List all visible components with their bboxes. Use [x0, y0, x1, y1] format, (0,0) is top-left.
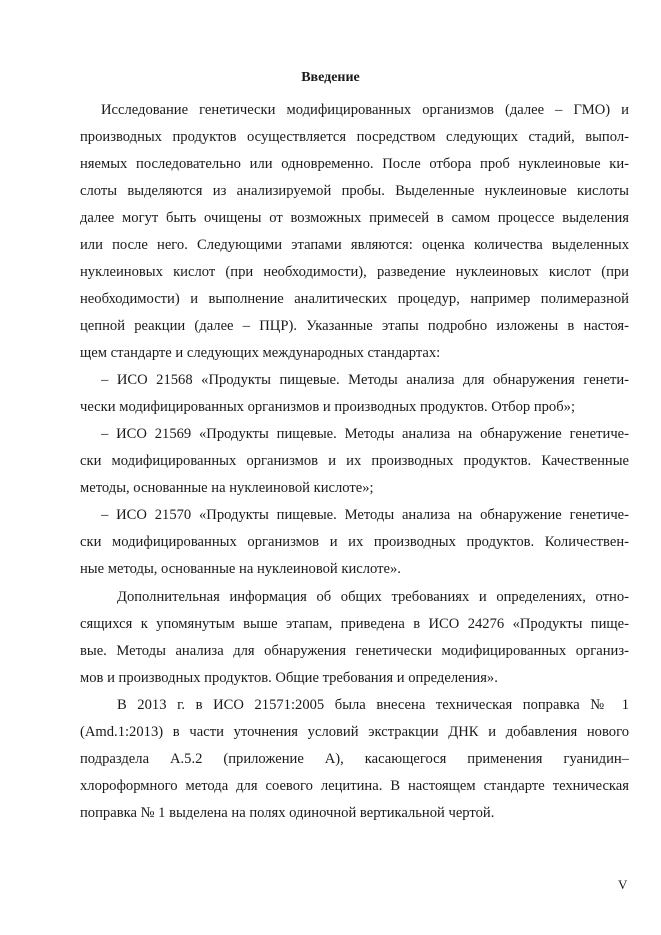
list-item-line: ски модифицированных организмов и их производных продуктов. Количествен- — [80, 534, 629, 550]
list-item-line: методы, основанные на нуклеиновой кислоте»; — [80, 480, 374, 496]
text-line: или после него. Следующими этапами являются: оценка количества выделенных — [80, 237, 629, 253]
text-line: производных продуктов осуществляется посредством следующих стадий, выпол- — [80, 129, 629, 145]
text-line: необходимости) и выполнение аналитических процедур, например полимеразной — [80, 291, 629, 307]
text-line: щем стандарте и следующих международных стандартах: — [80, 345, 441, 361]
text-line: сящихся к упомянутым выше этапам, приведена в ИСО 24276 «Продукты пище- — [80, 616, 629, 632]
list-item-line: – ИСО 21570 «Продукты пищевые. Методы анализа на обнаружение генетиче- — [101, 507, 629, 523]
list-item-line: – ИСО 21569 «Продукты пищевые. Методы анализа на обнаружение генетиче- — [101, 426, 629, 442]
list-item-line: чески модифицированных организмов и производных продуктов. Отбор проб»; — [80, 399, 576, 415]
text-line: вые. Методы анализа для обнаружения генетически модифицированных организ- — [80, 643, 629, 659]
text-line: Дополнительная информация об общих требованиях и определениях, отно- — [117, 589, 629, 605]
page-number: V — [618, 877, 628, 892]
text-line: (Amd.1:2013) в части уточнения условий экстракции ДНК и добавления нового — [80, 724, 629, 740]
text-line: нуклеиновых кислот (при необходимости), разведение нуклеиновых кислот (при — [80, 264, 629, 280]
text-line: Исследование генетически модифицированных организмов (далее – ГМО) и — [101, 102, 629, 118]
list-item-line: ски модифицированных организмов и их производных продуктов. Качественные — [80, 453, 629, 469]
section-heading: Введение — [301, 70, 360, 85]
list-item-line: – ИСО 21568 «Продукты пищевые. Методы анализа для обнаружения генети- — [101, 372, 629, 388]
text-line: няемых последовательно или одновременно. После отбора проб нуклеиновые ки- — [80, 156, 629, 172]
text-line: подраздела А.5.2 (приложение А), касающегося применения гуанидин– — [80, 751, 629, 767]
text-line: слоты выделяются из анализируемой пробы. Выделенные нуклеиновые кислоты — [80, 183, 629, 199]
text-line: мов и производных продуктов. Общие требования и определения». — [80, 670, 498, 686]
list-item-line: ные методы, основанные на нуклеиновой кислоте». — [80, 561, 401, 577]
text-line: цепной реакции (далее – ПЦР). Указанные этапы подробно изложены в настоя- — [80, 318, 629, 334]
text-line: хлороформного метода для соевого лецитина. В настоящем стандарте техническая — [80, 778, 629, 794]
text-line: В 2013 г. в ИСО 21571:2005 была внесена техническая поправка № 1 — [117, 697, 629, 713]
text-line: поправка № 1 выделена на полях одиночной вертикальной чертой. — [80, 805, 495, 821]
text-line: далее могут быть очищены от возможных примесей в самом процессе выделения — [80, 210, 629, 226]
